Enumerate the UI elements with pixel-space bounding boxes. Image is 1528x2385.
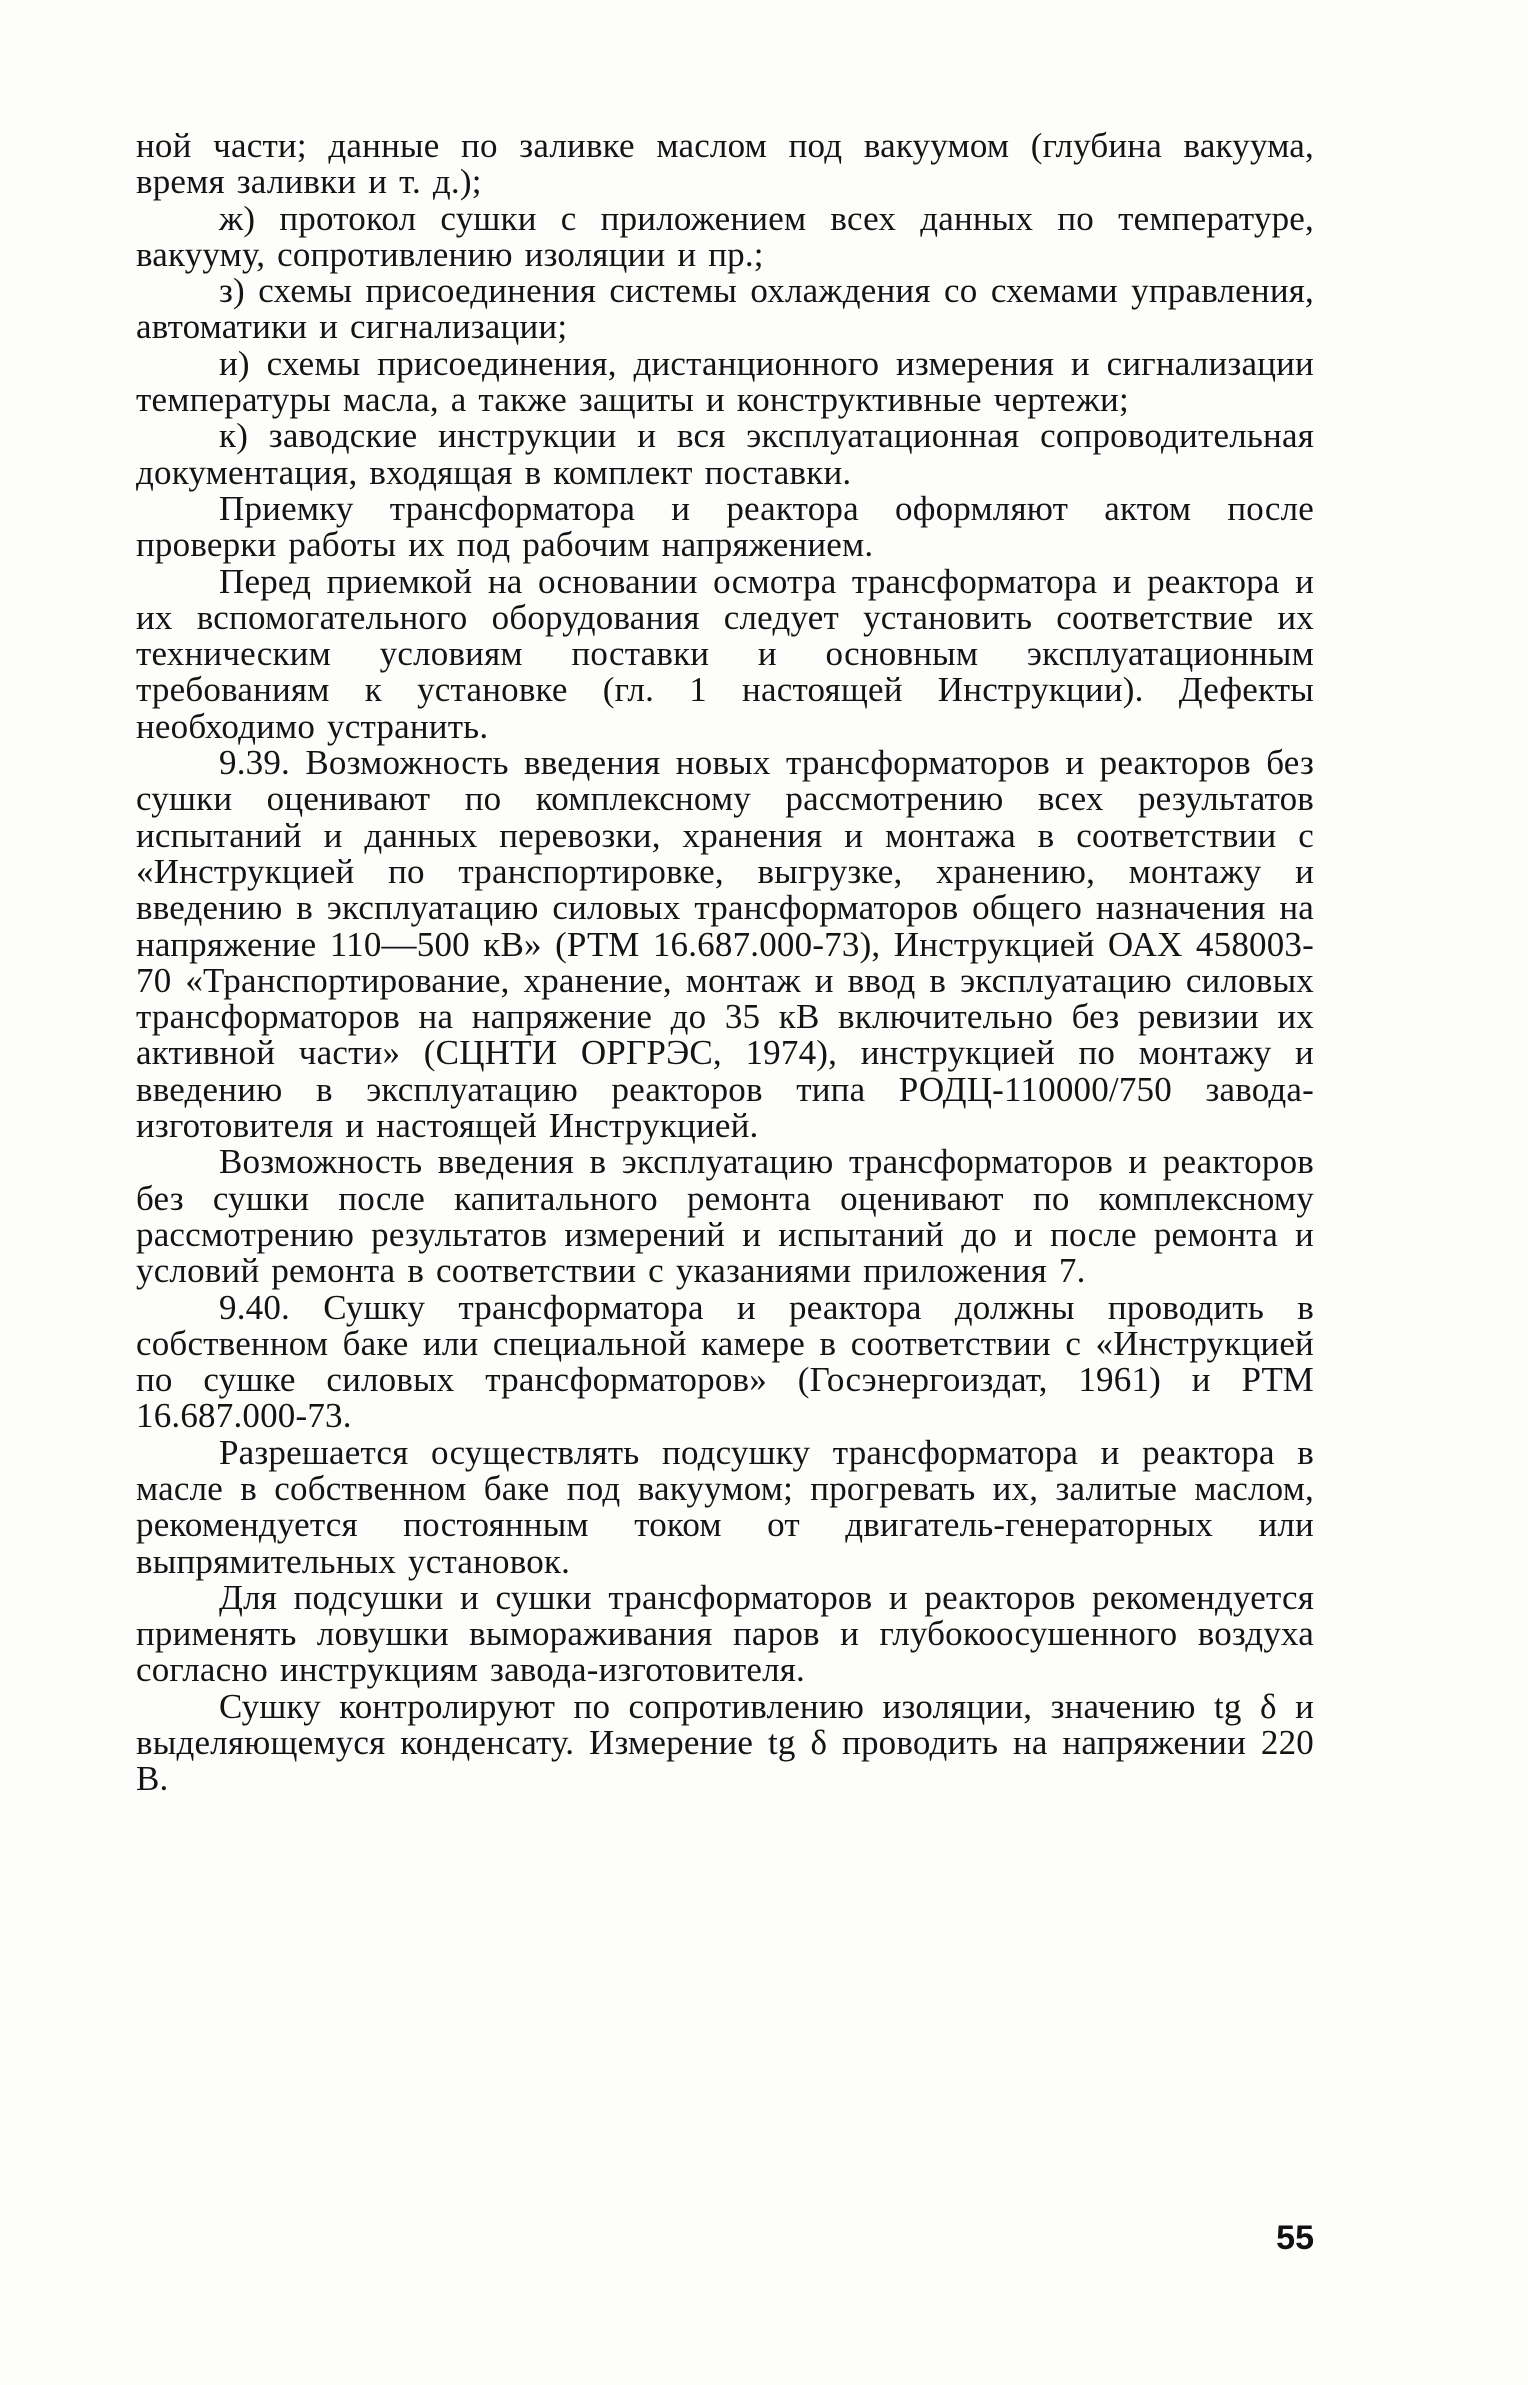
page-number: 55: [1276, 2219, 1314, 2257]
paragraph-predrying: Разрешается осуществлять подсушку трансформатора и реактора в масле в собственном баке под вакуумом; прогревать их, залитые маслом, рекомендуется постоянным током от двигатель-генераторных или выпрямительных установок.: [136, 1432, 1314, 1581]
list-item-z: з) схемы присоединения системы охлаждения со схемами управления, автоматики и сигнализации;: [136, 271, 1314, 347]
paragraph-drying-control: Сушку контролируют по сопротивлению изоляции, значению tg δ и выделяющемуся конденсату. Измерение tg δ проводить на напряжении 220 В.: [136, 1686, 1314, 1799]
paragraph-section-9-39: 9.39. Возможность введения новых трансформаторов и реакторов без сушки оценивают по комплексному рассмотрению всех результатов испытаний и данных перевозки, хранения и монтажа в соответствии с «Инструкцией по транспортировке, выгрузке, хранению, монтажу и введению в эксплуатацию силовых трансформаторов общего назначения на напряжение 110—500 кВ» (РТМ 16.687.000-73), Инструкцией ОАХ 458003-70 «Транспортирование, хранение, монтаж и ввод в эксплуатацию силовых трансформаторов на напряжение до 35 кВ включительно без ревизии их активной части» (СЦНТИ ОРГРЭС, 1974), инструкцией по монтажу и введению в эксплуатацию реакторов типа РОДЦ-110000/750 завода-изготовителя и настоящей Инструкцией.: [136, 743, 1314, 1146]
list-item-i: и) схемы присоединения, дистанционного измерения и сигнализации температуры масла, а также защиты и конструктивные чертежи;: [136, 343, 1314, 420]
paragraph-freezing-traps: Для подсушки и сушки трансформаторов и реакторов рекомендуется применять ловушки вымораживания паров и глубокоосушенного воздуха согласно инструкциям завода-изготовителя.: [136, 1577, 1314, 1690]
paragraph-continuation: ной части; данные по заливке маслом под вакуумом (глубина вакуума, время заливки и т. д.);: [136, 126, 1314, 202]
paragraph-pre-acceptance: Перед приемкой на основании осмотра трансформатора и реактора и их вспомогательного оборудования следует установить соответствие их техническим условиям поставки и основным эксплуатационным требованиям к установке (гл. 1 настоящей Инструкции). Дефекты необходимо устранить.: [136, 561, 1314, 746]
paragraph-acceptance-act: Приемку трансформатора и реактора оформляют актом после проверки работы их под рабочим напряжением.: [136, 488, 1314, 565]
list-item-zh: ж) протокол сушки с приложением всех данных по температуре, вакууму, сопротивлению изоляции и пр.;: [136, 198, 1314, 274]
body-text: [136, 128, 1314, 1798]
paragraph-after-repair: Возможность введения в эксплуатацию трансформаторов и реакторов без сушки после капитального ремонта оценивают по комплексному рассмотрению результатов измерений и испытаний до и после ремонта и условий ремонта в соответствии с указаниями приложения 7.: [136, 1142, 1314, 1291]
list-item-k: к) заводские инструкции и вся эксплуатационная сопроводительная документация, входящая в комплект поставки.: [136, 416, 1314, 492]
paragraph-section-9-40: 9.40. Сушку трансформатора и реактора должны проводить в собственном баке или специальной камере в соответствии с «Инструкцией по сушке силовых трансформаторов» (Госэнергоиздат, 1961) и РТМ 16.687.000-73.: [136, 1287, 1314, 1436]
